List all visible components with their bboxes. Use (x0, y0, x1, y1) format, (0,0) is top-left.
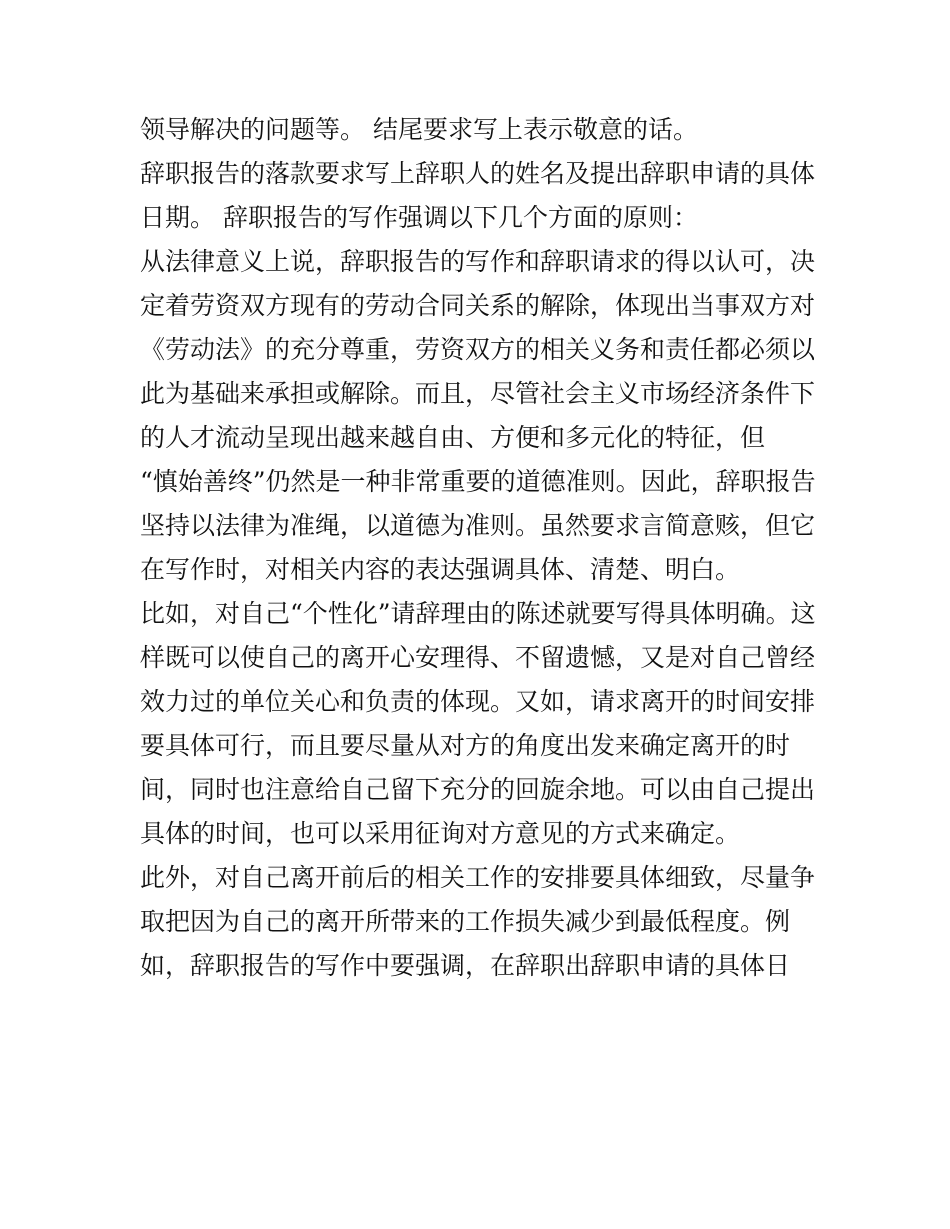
text-line-4: 从法律意义上说，辞职报告的写作和辞职请求的得以认可，决 (140, 247, 816, 276)
text-line-11: 在写作时，对相关内容的表达强调具体、清楚、明白。 (140, 555, 741, 584)
text-line-13: 样既可以使自己的离开心安理得、不留遗憾，又是对自己曾经 (140, 643, 816, 672)
text-line-7: 此为基础来承担或解除。而且，尽管社会主义市场经济条件下 (140, 379, 816, 408)
text-line-16: 间，同时也注意给自己留下充分的回旋余地。可以由自己提出 (140, 775, 816, 804)
text-line-20: 如，辞职报告的写作中要强调，在辞职出辞职申请的具体日 (140, 951, 791, 980)
text-line-14: 效力过的单位关心和负责的体现。又如，请求离开的时间安排 (140, 687, 816, 716)
text-line-15: 要具体可行，而且要尽量从对方的角度出发来确定离开的时 (140, 731, 791, 760)
body-text (140, 108, 820, 988)
text-line-19: 取把因为自己的离开所带来的工作损失减少到最低程度。例 (140, 907, 791, 936)
text-line-8: 的人才流动呈现出越来越自由、方便和多元化的特征，但 (140, 423, 766, 452)
text-line-12: 比如，对自己“个性化”请辞理由的陈述就要写得具体明确。这 (140, 599, 816, 628)
text-line-1: 领导解决的问题等。 结尾要求写上表示敬意的话。 (140, 115, 698, 144)
text-line-10: 坚持以法律为准绳，以道德为准则。虽然要求言简意赅，但它 (140, 511, 816, 540)
text-line-2: 辞职报告的落款要求写上辞职人的姓名及提出辞职申请的具体 (140, 159, 816, 188)
text-line-18: 此外，对自己离开前后的相关工作的安排要具体细致，尽量争 (140, 863, 816, 892)
text-line-3: 日期。 辞职报告的写作强调以下几个方面的原则： (140, 203, 698, 232)
text-line-5: 定着劳资双方现有的劳动合同关系的解除，体现出当事双方对 (140, 291, 816, 320)
text-line-17: 具体的时间，也可以采用征询对方意见的方式来确定。 (140, 819, 741, 848)
text-line-9: “慎始善终”仍然是一种非常重要的道德准则。因此，辞职报告 (140, 467, 816, 496)
text-line-6: 《劳动法》的充分尊重，劳资双方的相关义务和责任都必须以 (140, 335, 816, 364)
